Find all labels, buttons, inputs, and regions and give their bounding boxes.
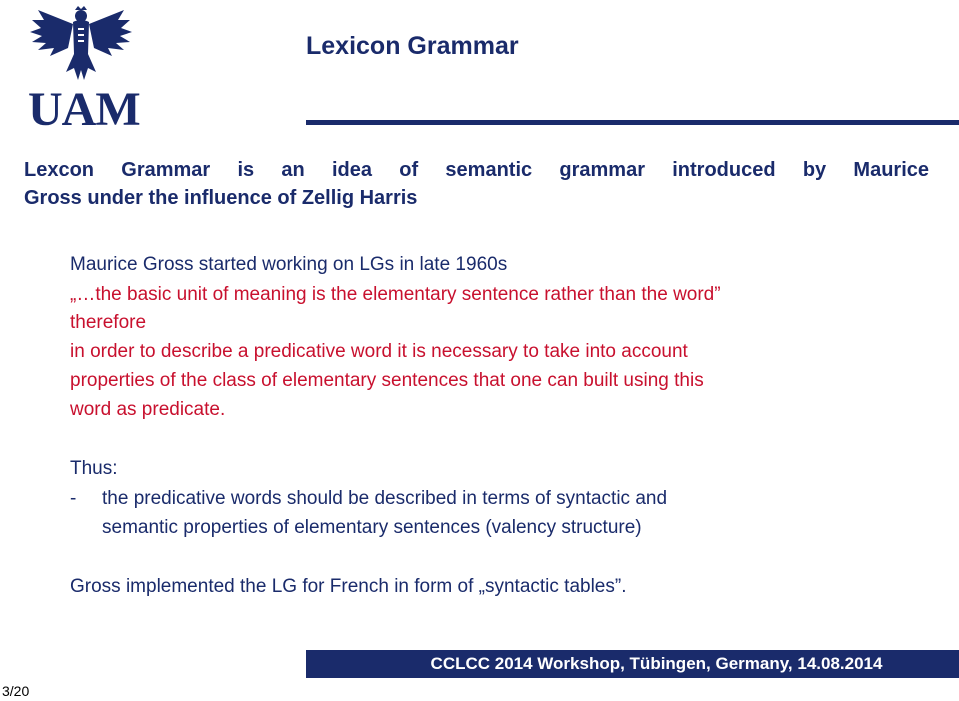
- bullet-line-2: semantic properties of elementary sentences (valency structure): [102, 517, 642, 538]
- footer-bar: [306, 650, 959, 678]
- predicative-line-2: properties of the class of elementary sentences that one can built using this: [70, 370, 704, 391]
- footer-event-text: CCLCC 2014 Workshop, Tübingen, Germany, 14.08.2014: [430, 654, 883, 673]
- bullet-line-1: the predicative words should be described in terms of syntactic and: [102, 488, 668, 509]
- intro-line-2: Gross under the influence of Zellig Harris: [24, 187, 418, 209]
- gross-started-line: Maurice Gross started working on LGs in late 1960s: [70, 254, 508, 275]
- basic-unit-quote: „…the basic unit of meaning is the elementary sentence rather than the word”: [70, 284, 721, 305]
- page-title: Lexicon Grammar: [306, 32, 519, 60]
- syntactic-tables-line: Gross implemented the LG for French in form of „syntactic tables”.: [70, 576, 627, 597]
- therefore-line: therefore: [70, 312, 147, 333]
- logo-wordmark: UAM: [28, 83, 140, 136]
- predicative-line-3: word as predicate.: [70, 399, 226, 420]
- predicative-line-1: in order to describe a predicative word it is necessary to take into account: [70, 341, 688, 362]
- intro-line-1: Lexcon Grammar is an idea of semantic grammar introduced by Maurice: [24, 159, 929, 181]
- bullet-dash: -: [70, 488, 77, 509]
- eagle-emblem-icon: [28, 6, 134, 88]
- page-number: 3/20: [2, 683, 30, 699]
- header-divider: [306, 120, 959, 125]
- uam-logo: [28, 6, 140, 136]
- thus-label: Thus:: [70, 458, 118, 479]
